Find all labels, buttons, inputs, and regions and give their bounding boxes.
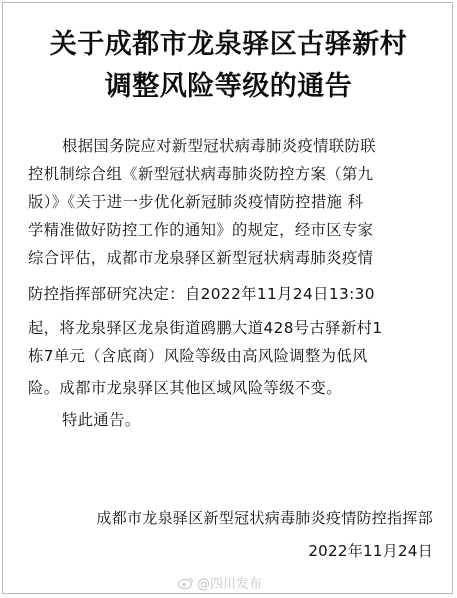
body-line-4: 学精准做好防控工作的通知》的规定，经市区专家 <box>28 221 374 239</box>
body-line-3: 版）》《关于进一步优化新冠肺炎疫情防控措施 科 <box>28 193 364 211</box>
body-line-2: 控机制综合组《新型冠状病毒肺炎防控方案（第九 <box>28 165 374 183</box>
body-line-7: 起，将龙泉驿区龙泉街道鸥鹏大道428号古驿新村1 <box>28 319 383 337</box>
body-line-5: 综合评估，成都市龙泉驿区新型冠状病毒肺炎疫情 <box>28 249 374 267</box>
closing-line: 特此通告。 <box>62 411 141 429</box>
body-line-6: 防控指挥部研究决定：自2022年11月24日13:30 <box>28 285 375 303</box>
notice-title-line-2: 调整风险等级的通告 <box>104 71 353 102</box>
watermark-text: @四川发布 <box>197 577 263 592</box>
body-line-9: 险。成都市龙泉驿区其他区域风险等级不变。 <box>28 379 342 397</box>
notice-title-line-1: 关于成都市龙泉驿区古驿新村 <box>49 29 408 60</box>
issuer-signature: 成都市龙泉驿区新型冠状病毒肺炎疫情防控指挥部 <box>96 509 433 527</box>
issue-date: 2022年11月24日 <box>308 542 433 560</box>
weibo-logo-icon <box>178 576 194 589</box>
body-line-1: 根据国务院应对新型冠状病毒肺炎疫情联防联 <box>62 137 376 155</box>
weibo-watermark <box>178 573 262 592</box>
body-line-8: 栋7单元（含底商）风险等级由高风险调整为低风 <box>28 347 368 365</box>
